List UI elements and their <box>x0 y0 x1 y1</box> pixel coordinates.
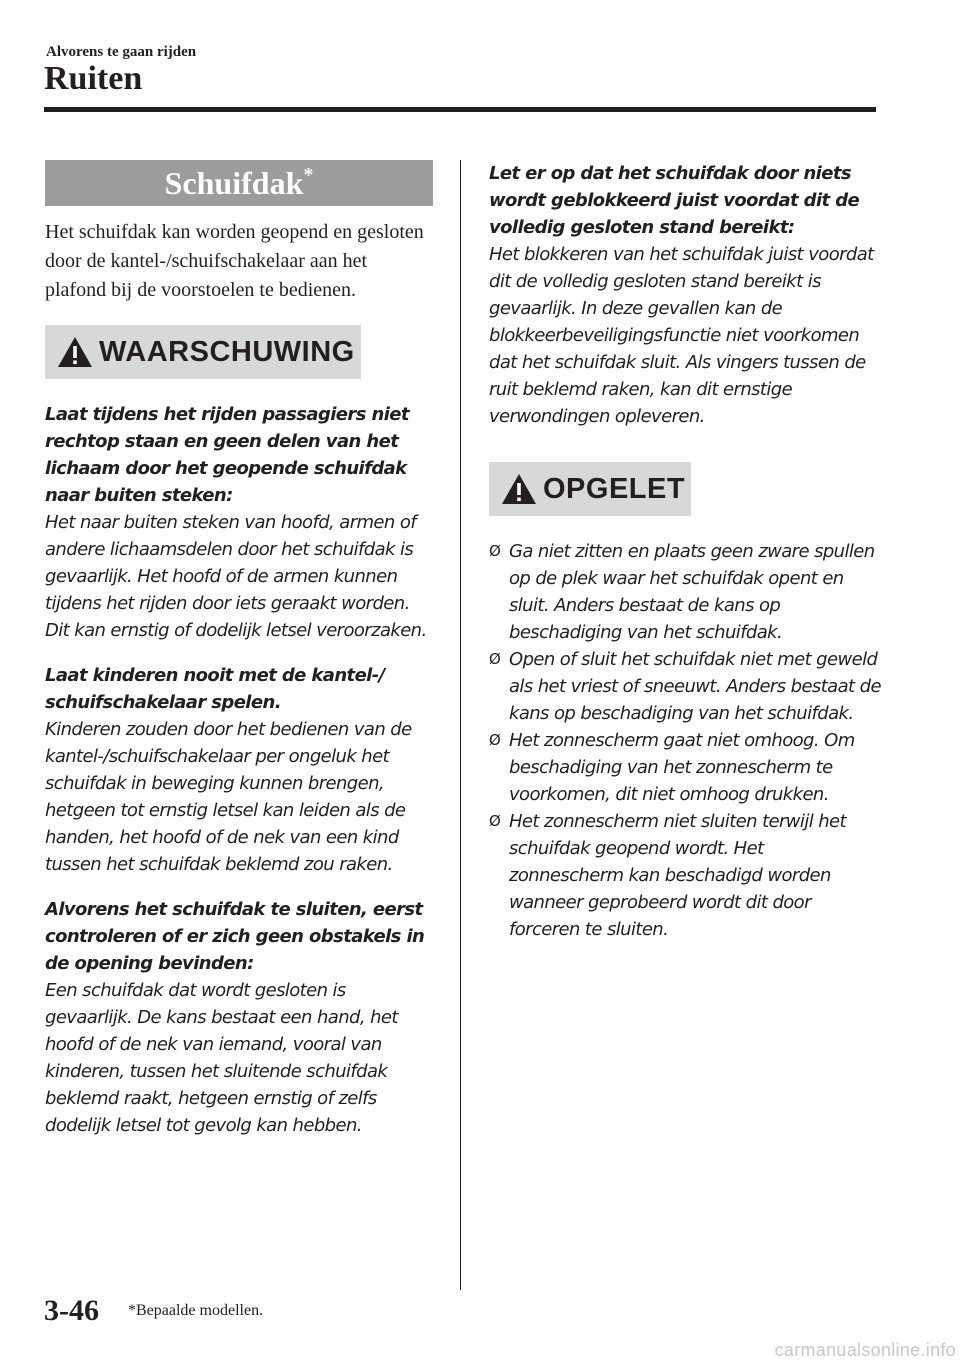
warning-body: Het naar buiten steken van hoofd, armen of andere lichaamsdelen door het schuifdak is gevaarlijk. Het hoofd of de armen kunnen tijdens het rijden door iets geraakt worden. Dit kan ernstig of dodelijk letsel veroorzaken. <box>45 512 427 641</box>
warning-badge <box>45 325 361 379</box>
left-column <box>45 160 433 1139</box>
page-number: 3-46 <box>44 1294 99 1327</box>
warning-block <box>45 896 433 1139</box>
section-title-footnote-mark: * <box>303 164 314 186</box>
caution-item <box>489 646 881 727</box>
right-column <box>489 160 881 943</box>
header-divider <box>44 107 876 112</box>
watermark: carmanualsonline.info <box>774 1340 956 1360</box>
arrow-bullet-icon: Ø <box>489 650 501 668</box>
warning-triangle-icon <box>53 333 97 371</box>
caution-badge <box>489 462 691 516</box>
arrow-bullet-icon: Ø <box>489 542 501 560</box>
warning-block <box>45 662 433 878</box>
warning-body: Kinderen zouden door het bedienen van de kantel-/schuifschakelaar per ongeluk het schuifdak in beweging kunnen brengen, hetgeen tot ernstig letsel kan leiden als de handen, het hoofd of de nek van een kind tussen het schuifdak beklemd zou raken. <box>45 719 412 875</box>
warning-label: WAARSCHUWING <box>99 335 355 368</box>
warning-heading: Alvorens het schuifdak te sluiten, eerst controleren of er zich geen obstakels in de opening bevinden: <box>45 899 425 974</box>
caution-item-text: Ga niet zitten en plaats geen zware spullen op de plek waar het schuifdak opent en sluit. Anders bestaat de kans op beschadiging van het schuifdak. <box>509 541 875 643</box>
column-divider <box>460 160 461 1290</box>
section-intro: Het schuifdak kan worden geopend en gesloten door de kantel-/schuifschakelaar aan het plafond bij de voorstoelen te bedienen. <box>45 221 424 301</box>
caution-item <box>489 538 881 646</box>
footnote: *Bepaalde modellen. <box>128 1302 264 1319</box>
warning-block <box>489 160 881 430</box>
caution-triangle-icon <box>497 470 541 508</box>
warning-block <box>45 401 433 644</box>
warning-body: Het blokkeren van het schuifdak juist voordat dit de volledig gesloten stand bereikt is gevaarlijk. In deze gevallen kan de blokkeerbeveiligingsfunctie niet voorkomen dat het schuifdak sluit. Als vingers tussen de ruit beklemd raken, kan dit ernstige verwondingen opleveren. <box>489 244 874 427</box>
section-banner <box>45 160 433 206</box>
warning-body: Een schuifdak dat wordt gesloten is gevaarlijk. De kans bestaat een hand, het hoofd of de nek van iemand, vooral van kinderen, tussen het sluitende schuifdak beklemd raakt, hetgeen ernstig of zelfs dodelijk letsel tot gevolg kan hebben. <box>45 980 398 1136</box>
caution-list <box>489 538 881 943</box>
arrow-bullet-icon: Ø <box>489 812 501 830</box>
warning-heading: Laat tijdens het rijden passagiers niet rechtop staan en geen delen van het lichaam door het geopende schuifdak naar buiten steken: <box>45 404 409 506</box>
caution-item <box>489 808 881 943</box>
caution-label: OPGELET <box>543 472 686 505</box>
chapter-subtitle: Alvorens te gaan rijden <box>46 44 197 60</box>
caution-item-text: Open of sluit het schuifdak niet met geweld als het vriest of sneeuwt. Anders bestaat de kans op beschadiging van het schuifdak. <box>509 649 881 724</box>
warning-heading: Let er op dat het schuifdak door niets wordt geblokkeerd juist voordat dit de volledig gesloten stand bereikt: <box>489 163 860 238</box>
caution-item-text: Het zonnescherm niet sluiten terwijl het schuifdak geopend wordt. Het zonnescherm kan beschadigd worden wanneer geprobeerd wordt dit door forceren te sluiten. <box>509 811 846 940</box>
warning-heading: Laat kinderen nooit met de kantel-/ schuifschakelaar spelen. <box>45 665 385 713</box>
section-title: Schuifdak <box>164 165 304 201</box>
caution-item-text: Het zonnescherm gaat niet omhoog. Om beschadiging van het zonnescherm te voorkomen, dit niet omhoog drukken. <box>509 730 855 805</box>
arrow-bullet-icon: Ø <box>489 731 501 749</box>
caution-item <box>489 727 881 808</box>
chapter-title: Ruiten <box>44 60 143 97</box>
